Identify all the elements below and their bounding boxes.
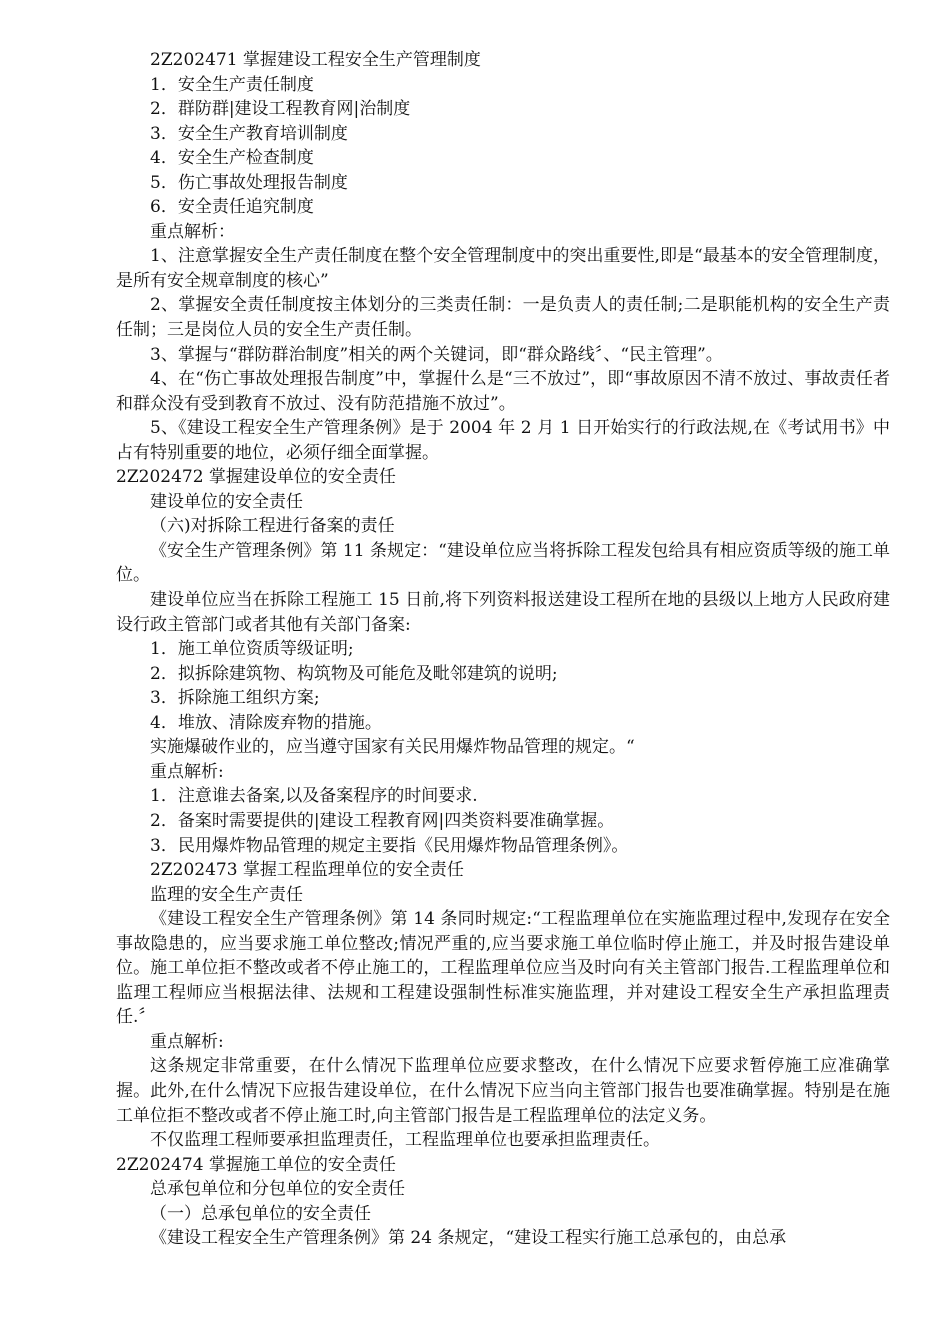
text-line: 2Z202473 掌握工程监理单位的安全责任 (150, 860, 464, 881)
text-line: （一）总承包单位的安全责任 (150, 1203, 371, 1224)
text-line: 1．施工单位资质等级证明; (150, 639, 354, 660)
paragraph: 建设单位应当在拆除工程施工 15 日前,将下列资料报送建设工程所在地的县级以上地方人民政府建设行政主管部门或者其他有关部门备案: (116, 590, 890, 635)
text-line: 2．备案时需要提供的|建设工程教育网|四类资料要准确掌握。 (150, 810, 615, 831)
text-line: 6．安全责任追究制度 (150, 197, 314, 218)
paragraph: 4、在“伤亡事故处理报告制度”中，掌握什么是“三不放过”，即“事故原因不清不放过、事故责任者和群众没有受到教育不放过、没有防范措施不放过”。 (116, 369, 890, 414)
text-line: 重点解析： (150, 221, 235, 242)
text-line: 1．安全生产责任制度 (150, 74, 314, 95)
paragraph: 2、掌握安全责任制度按主体划分的三类责任制：一是负责人的责任制;二是职能机构的安全生产责任制；三是岗位人员的安全生产责任制。 (116, 295, 890, 341)
text-line: 监理的安全生产责任 (150, 884, 303, 905)
text-line: 5．伤亡事故处理报告制度 (150, 172, 348, 193)
text-line: 3．民用爆炸物品管理的规定主要指《民用爆炸物品管理条例》。 (150, 835, 629, 856)
text-line: 总承包单位和分包单位的安全责任 (150, 1179, 405, 1200)
paragraph: 1、注意掌握安全生产责任制度在整个安全管理制度中的突出重要性,即是“最基本的安全管理制度，是所有安全规章制度的核心” (116, 246, 890, 291)
text-line: 4．安全生产检查制度 (150, 148, 314, 169)
text-line: 4．堆放、清除废弃物的措施。 (150, 712, 382, 733)
text-line: 3．安全生产教育培训制度 (150, 123, 348, 144)
text-line: 2Z202471 掌握建设工程安全生产管理制度 (150, 50, 481, 70)
paragraph: 3、掌握与“群防群治制度”相关的两个关键词，即“群众路线〞、“民主管理”。 (150, 344, 723, 365)
text-line: （六)对拆除工程进行备案的责任 (150, 516, 395, 537)
text-line: 2Z202474 掌握施工单位的安全责任 (116, 1154, 396, 1175)
paragraph: 不仅监理工程师要承担监理责任，工程监理单位也要承担监理责任。 (150, 1130, 660, 1151)
text-line: 1．注意谁去备案,以及备案程序的时间要求. (150, 786, 478, 807)
text-line: 2．拟拆除建筑物、构筑物及可能危及毗邻建筑的说明; (150, 663, 558, 684)
paragraph: 《建设工程安全生产管理条例》第 24 条规定，“建设工程实行施工总承包的，由总承 (150, 1228, 787, 1249)
text-line: 2Z202472 掌握建设单位的安全责任 (116, 467, 396, 488)
paragraph: 《安全生产管理条例》第 11 条规定：“建设单位应当将拆除工程发包给具有相应资质等级的施工单位。 (116, 540, 890, 586)
text-line: 3．拆除施工组织方案; (150, 688, 320, 709)
text-line: 2．群防群|建设工程教育网|治制度 (150, 99, 411, 120)
paragraph: 《建设工程安全生产管理条例》第 14 条同时规定:“工程监理单位在实施监理过程中,发现存在安全事故隐患的，应当要求施工单位整改;情况严重的,应当要求施工单位临时停止施工，并及时报告建设单位。施工单位拒不整改或者不停止施工的，工程监理单位应当及时向有关主管部门报告.工程监理单位和监理工程师应当根据法律、法规和工程建设强制性标准实施监理，并对建设工程安全生产承担监理责任.〞 (116, 909, 890, 1028)
paragraph: 5、《建设工程安全生产管理条例》是于 2004 年 2 月 1 日开始实行的行政法规,在《考试用书》中占有特别重要的地位，必须仔细全面掌握。 (116, 418, 890, 463)
paragraph: 这条规定非常重要，在什么情况下监理单位应要求整改，在什么情况下应要求暂停施工应准确掌握。此外,在什么情况下应报告建设单位，在什么情况下应当向主管部门报告也要准确掌握。特别是在施工单位拒不整改或者不停止施工时,向主管部门报告是工程监理单位的法定义务。 (116, 1056, 890, 1126)
text-line: 重点解析: (150, 1031, 224, 1052)
text-line: 建设单位的安全责任 (150, 491, 303, 512)
text-line: 实施爆破作业的，应当遵守国家有关民用爆炸物品管理的规定。“ (150, 737, 635, 758)
text-line: 重点解析: (150, 761, 224, 782)
